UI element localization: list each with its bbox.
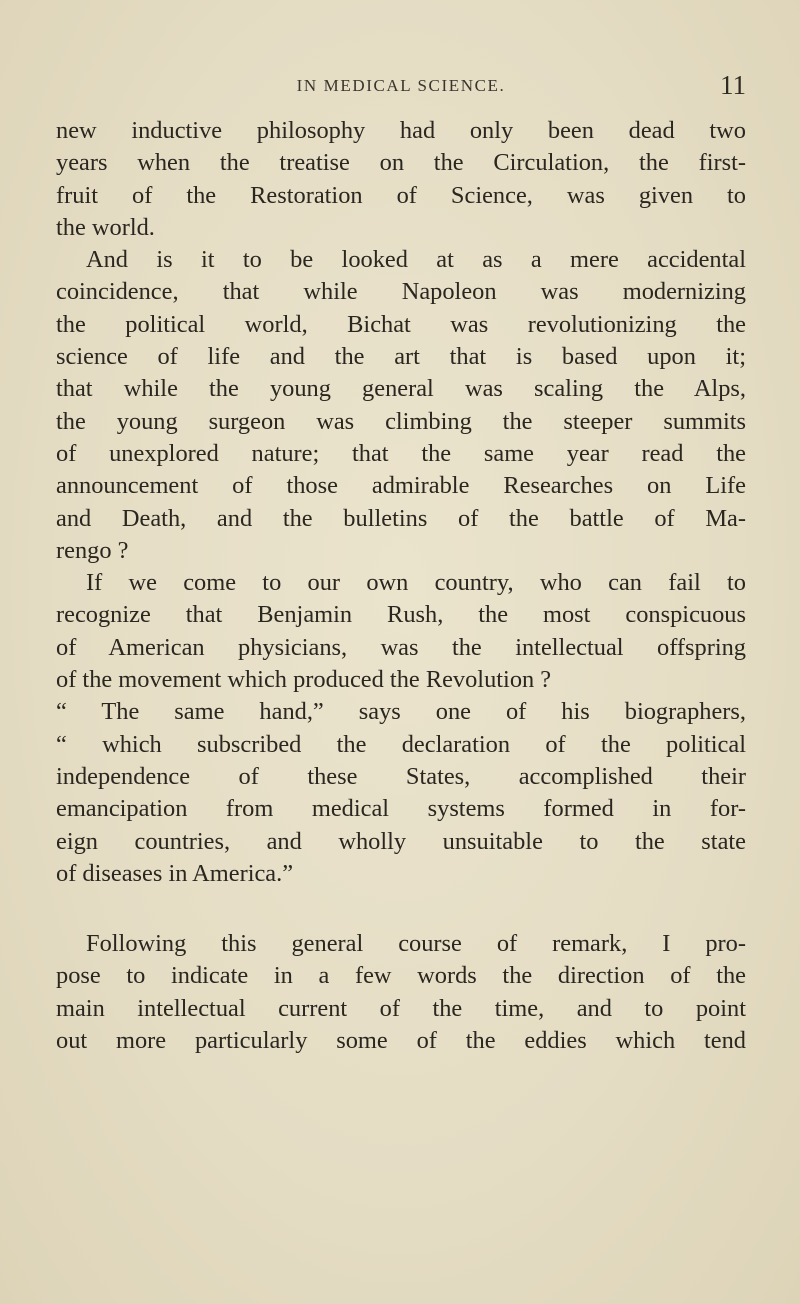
text-line: of diseases in America.” <box>56 859 294 887</box>
text-line: pose to indicate in a few words the direction of the <box>56 962 746 990</box>
page-number: 11 <box>720 70 746 100</box>
text-line: years when the treatise on the Circulation, the first- <box>56 149 746 177</box>
text-line: fruit of the Restoration of Science, was given to <box>56 181 746 209</box>
text-line: the world. <box>56 213 155 241</box>
text-line: of the movement which produced the Revolution ? <box>56 666 552 694</box>
paragraph-4 <box>56 928 746 1057</box>
text-line: announcement of those admirable Researches on Life <box>56 472 746 500</box>
text-line: eign countries, and wholly unsuitable to the state <box>56 827 746 855</box>
text-line: the young surgeon was climbing the steeper summits <box>56 407 746 435</box>
paragraph-gap <box>56 890 746 928</box>
text-line: emancipation from medical systems formed in for- <box>56 795 746 823</box>
body-text <box>56 115 746 1057</box>
text-line: that while the young general was scaling the Alps, <box>56 375 746 403</box>
text-line: the political world, Bichat was revolutionizing the <box>56 310 746 338</box>
text-line: science of life and the art that is based upon it; <box>56 343 746 371</box>
running-title: IN MEDICAL SCIENCE. <box>296 76 506 95</box>
text-line: “ The same hand,” says one of his biographers, <box>56 698 746 726</box>
paragraph-2 <box>56 244 746 567</box>
text-line: new inductive philosophy had only been dead two <box>56 117 746 144</box>
text-line: out more particularly some of the eddies which tend <box>56 1027 746 1055</box>
paragraph-1 <box>56 115 746 244</box>
text-line: coincidence, that while Napoleon was modernizing <box>56 278 746 306</box>
text-line: of unexplored nature; that the same year read the <box>56 439 746 467</box>
text-line: independence of these States, accomplished their <box>56 762 746 790</box>
text-line: “ which subscribed the declaration of the political <box>56 730 746 758</box>
text-line: recognize that Benjamin Rush, the most conspicuous <box>56 601 746 629</box>
text-line: And is it to be looked at as a mere accidental <box>86 246 746 274</box>
running-head <box>56 66 746 106</box>
text-line: main intellectual current of the time, and to point <box>56 994 746 1022</box>
paragraph-3 <box>56 567 746 890</box>
text-line: Following this general course of remark, I pro- <box>86 930 746 958</box>
text-line: of American physicians, was the intellectual offspring <box>56 633 746 661</box>
text-line: rengo ? <box>56 536 129 564</box>
text-line: If we come to our own country, who can fail to <box>86 569 746 597</box>
text-line: and Death, and the bulletins of the battle of Ma- <box>56 504 746 532</box>
